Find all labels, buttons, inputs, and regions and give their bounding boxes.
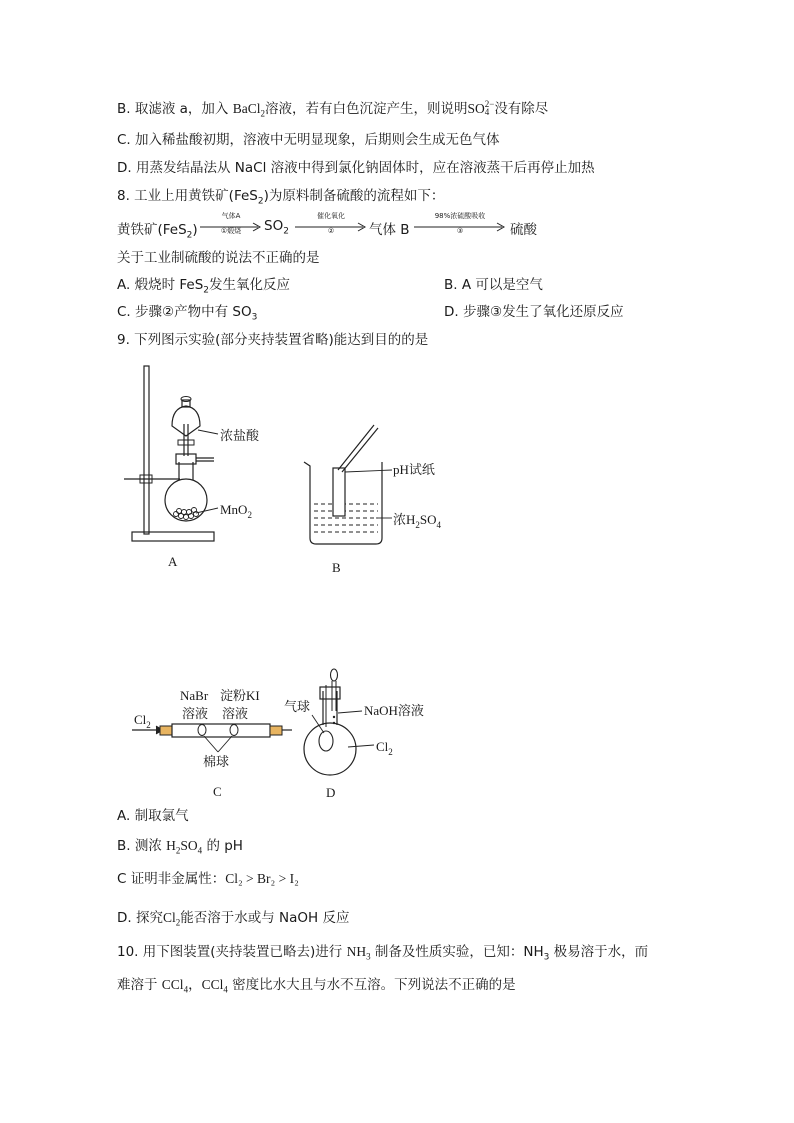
q7-ion-sub: 4 xyxy=(484,106,490,117)
q7-option-b-mid: 溶液，若有白色沉淀产生，则说明 xyxy=(264,101,468,117)
flow-start xyxy=(117,218,198,241)
q9-option-c xyxy=(117,870,299,888)
figure-c-label-ki: 淀粉KI xyxy=(220,688,260,703)
q9-option-c-formula: Cl₂ > Br₂ > I₂ xyxy=(225,871,299,886)
q10-line-1-mid: 制备及性质实验，已知：NH xyxy=(370,944,544,960)
q8-option-b: B. A 可以是空气 xyxy=(444,277,543,293)
figure-d-cl2-main: Cl xyxy=(376,739,389,754)
q7-option-b-prefix: B. 取滤液 a，加入 xyxy=(117,101,233,117)
figure-b-label-ph-paper: pH试纸 xyxy=(393,462,435,477)
q10-line-1-sub: 3 xyxy=(366,951,371,962)
flow-arrow-2 xyxy=(295,212,367,242)
q9-option-b-prefix: B. 测浓 xyxy=(117,838,167,854)
flow-mid1-sub: 2 xyxy=(283,226,289,237)
figure-a-apparatus xyxy=(118,362,288,572)
flow-arrow-1-bottom: ①煅烧 xyxy=(220,227,242,235)
figure-a-label-mno2 xyxy=(220,502,252,520)
q10-line-2 xyxy=(117,976,516,994)
flow-arrow-1 xyxy=(200,212,262,242)
q10-line-2-chem2 xyxy=(201,977,228,995)
q10-line-2-sub: 4 xyxy=(183,984,189,995)
q8-option-c-sub: 3 xyxy=(251,312,258,323)
figure-c-label-gas xyxy=(134,712,151,730)
q7-option-d: D. 用蒸发结晶法从 NaCl 溶液中得到氯化钠固体时，应在溶液蒸干后再停止加热 xyxy=(117,160,595,176)
flow-arrow-2-bottom: ② xyxy=(327,227,335,235)
q7-ion-sup: 2− xyxy=(484,98,495,109)
q9-option-b-h: H xyxy=(166,838,176,853)
q8-option-a-end: 发生氧化反应 xyxy=(209,277,291,293)
q8-question: 关于工业制硫酸的说法不正确的是 xyxy=(117,250,320,266)
flow-arrow-2-top: 催化氧化 xyxy=(317,212,345,220)
flow-start-text: 黄铁矿(FeS xyxy=(117,222,187,238)
q8-option-c xyxy=(117,303,257,321)
figure-d-label-naoh: NaOH溶液 xyxy=(364,703,424,718)
figure-d-apparatus xyxy=(282,665,447,805)
q7-option-b-ion xyxy=(467,98,495,117)
figure-b-label-acid-so: SO xyxy=(419,512,437,527)
q10-line-1 xyxy=(117,943,648,961)
flow-arrow-3 xyxy=(414,212,506,242)
q10-line-2-mid: ， xyxy=(188,977,202,993)
q7-option-b-suffix: 没有除尽 xyxy=(494,101,549,117)
q10-line-2-suffix: 密度比水大且与水不互溶。下列说法不正确的是 xyxy=(227,977,516,993)
figure-c-gas-main: Cl xyxy=(134,712,147,727)
q10-line-1-sub2: 3 xyxy=(543,952,550,963)
q9-option-b xyxy=(117,837,243,855)
flow-mid1 xyxy=(264,218,289,237)
q9-option-b-suffix: 的 pH xyxy=(202,838,243,854)
figure-c-label-ki-solution: 溶液 xyxy=(222,706,249,721)
flow-end: 硫酸 xyxy=(510,222,537,238)
q10-line-2-sub2: 4 xyxy=(223,984,228,995)
q10-line-1-prefix: 10. 用下图装置(夹持装置已略去)进行 xyxy=(117,944,347,960)
q7-chem-main: BaCl xyxy=(232,101,261,116)
figure-c-apparatus xyxy=(130,680,295,805)
figure-b-apparatus xyxy=(296,420,466,578)
q10-line-1-suffix: 极易溶于水，而 xyxy=(549,944,649,960)
q9-option-d-prefix: D. 探究 xyxy=(117,910,163,926)
figure-c-caption: C xyxy=(213,784,222,799)
flow-mid1-text: SO xyxy=(264,218,284,234)
q10-line-1-nh: NH xyxy=(346,944,367,959)
figure-d-cl2-sub: 2 xyxy=(388,747,393,757)
q10-line-2-ccl: CCl xyxy=(161,977,184,992)
figure-a-mno2-main: MnO xyxy=(220,502,248,517)
q9-option-b-so: SO xyxy=(180,838,198,853)
figure-a-mno2-sub: 2 xyxy=(247,510,252,520)
q9-option-b-sub2: 4 xyxy=(197,845,203,856)
q9-option-b-chem xyxy=(166,838,203,856)
figure-b-label-acid-h: 浓H xyxy=(393,512,416,527)
q9-option-d-cl: Cl xyxy=(162,910,176,925)
q8-option-a-sub: 2 xyxy=(203,285,210,296)
q9-option-d-suffix: 能否溶于水或与 NaOH 反应 xyxy=(180,910,350,926)
q8-option-a-text: A. 煅烧时 FeS xyxy=(117,277,204,293)
q8-option-c-text: C. 步骤②产物中有 SO xyxy=(117,304,252,320)
flow-arrow-1-top: 气体A xyxy=(221,212,241,220)
flow-start-end: ) xyxy=(192,222,198,238)
figure-b-caption: B xyxy=(332,560,341,575)
figure-d-caption: D xyxy=(326,785,336,800)
q9-option-d-chem xyxy=(162,910,181,928)
q8-stem xyxy=(117,187,444,205)
q8-stem-suffix: )为原料制备硫酸的流程如下： xyxy=(263,188,445,204)
flow-start-sub: 2 xyxy=(186,230,193,241)
figure-a-label-acid: 浓盐酸 xyxy=(220,428,260,443)
q9-option-b-sub1: 2 xyxy=(175,845,181,856)
q10-line-1-chem xyxy=(346,944,371,962)
flow-arrow-3-top: 98%浓硫酸吸收 xyxy=(434,212,486,220)
q9-option-a: A. 制取氯气 xyxy=(117,808,189,824)
figure-c-label-nabr: NaBr xyxy=(180,688,209,703)
q8-stem-prefix: 8. 工业上用黄铁矿(FeS xyxy=(117,188,258,204)
figure-c-label-nabr-solution: 溶液 xyxy=(182,706,209,721)
flow-arrow-3-bottom: ③ xyxy=(456,227,464,235)
q9-stem: 9. 下列图示实验(部分夹持装置省略)能达到目的的是 xyxy=(117,332,429,348)
q10-line-2-chem xyxy=(161,977,189,995)
q8-stem-sub: 2 xyxy=(257,196,264,207)
q9-option-d xyxy=(117,909,349,927)
figure-b-label-acid-sub1: 2 xyxy=(415,520,420,530)
q7-option-b-chem xyxy=(232,101,265,119)
q8-option-d: D. 步骤③发生了氧化还原反应 xyxy=(444,304,624,320)
q7-ion-main: SO xyxy=(467,101,485,116)
q9-option-c-prefix: C 证明非金属性： xyxy=(117,871,226,887)
q7-option-b xyxy=(117,100,548,118)
figure-b-label-acid xyxy=(393,512,442,530)
figure-c-label-cotton: 棉球 xyxy=(203,754,230,769)
figure-d-label-balloon: 气球 xyxy=(284,699,311,714)
q7-option-c: C. 加入稀盐酸初期，溶液中无明显现象，后期则会生成无色气体 xyxy=(117,132,500,148)
q8-option-a xyxy=(117,276,290,294)
figure-c-gas-sub: 2 xyxy=(146,720,151,730)
q10-line-2-prefix: 难溶于 xyxy=(117,977,162,993)
figure-a-caption: A xyxy=(168,554,178,569)
q9-option-d-sub: 2 xyxy=(175,917,181,928)
flow-mid2: 气体 B xyxy=(369,222,410,238)
figure-b-label-acid-sub2: 4 xyxy=(436,520,442,530)
figure-d-label-cl2 xyxy=(376,739,393,757)
q7-chem-sub: 2 xyxy=(260,108,265,119)
q10-line-2-ccl2: CCl xyxy=(201,977,224,992)
